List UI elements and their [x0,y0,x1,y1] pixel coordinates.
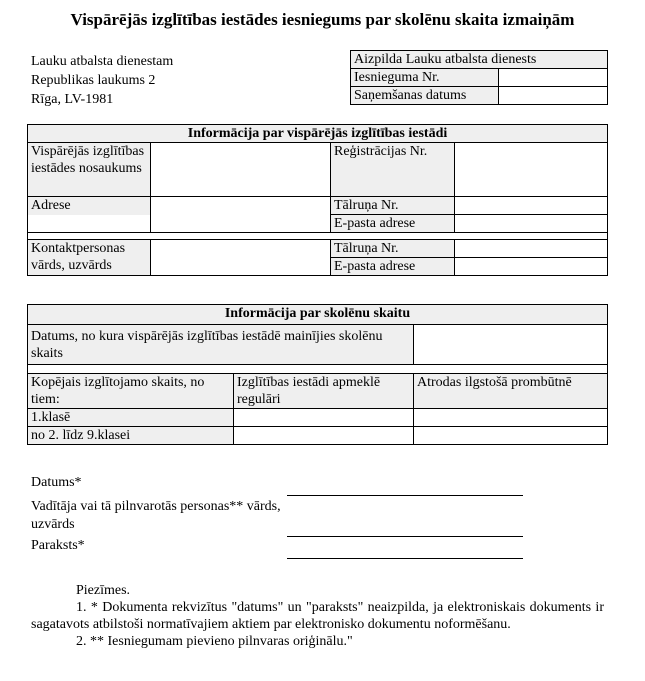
office-use-box [350,50,608,105]
application-number-field[interactable] [499,69,608,87]
pupils-section-header: Informācija par skolēnu skaitu [28,305,608,325]
page-title: Vispārējās izglītības iestādes iesniegums par skolēnu skaita izmaiņām [70,10,575,29]
contact-phone-label: Tālruņa Nr. [331,240,455,258]
recipient-line-1: Lauku atbalsta dienestam [31,54,174,69]
grade-2-9-label: no 2. līdz 9.klasei [28,427,234,445]
application-number-label: Iesnieguma Nr. [351,69,499,87]
note-1: 1. * Dokumenta rekvizītus "datums" un "paraksts" neaizpilda, ja elektroniskais dokuments ir sagatavots atbilstoši normatīvajiem aktiem par elektronisko dokumentu noformēšanu. [31,600,604,632]
office-box-header: Aizpilda Lauku atbalsta dienests [351,51,608,69]
received-date-field[interactable] [499,87,608,105]
section-spacer [28,233,608,240]
contact-phone-field[interactable] [455,240,608,258]
email-label: E-pasta adrese [331,215,455,233]
manager-label: Vadītāja vai tā pilnvarotās personas** vārds, uzvārds [31,499,281,532]
recipient-line-2: Republikas laukums 2 [31,73,156,88]
address-field[interactable] [151,197,331,233]
grade-1-regular-field[interactable] [234,409,414,427]
grade-1-label: 1.klasē [28,409,234,427]
signature-label: Paraksts* [31,538,85,553]
grade-2-9-absent-field[interactable] [414,427,608,445]
phone-label: Tālruņa Nr. [331,197,455,215]
institution-info-table [27,124,608,276]
notes-heading: Piezīmes. [76,583,131,598]
recipient-line-3: Rīga, LV-1981 [31,92,114,107]
institution-section-header: Informācija par vispārējās izglītības iestādi [28,125,608,143]
regular-attendance-header: Izglītības iestādi apmeklē regulāri [234,374,414,409]
manager-name-line[interactable] [287,536,523,537]
long-absence-header: Atrodas ilgstošā prombūtnē [414,374,608,409]
total-pupils-header: Kopējais izglītojamo skaits, no tiem: [28,374,234,409]
note-2: 2. ** Iesniegumam pievieno pilnvaras oriģinālu." [76,634,353,649]
contact-person-field[interactable] [151,240,331,276]
grade-1-absent-field[interactable] [414,409,608,427]
contact-email-field[interactable] [455,258,608,276]
pupils-info-table [27,304,608,445]
date-label: Datums* [31,475,82,490]
date-changed-label: Datums, no kura vispārējās izglītības iestādē mainījies skolēnu skaits [28,325,414,365]
registration-number-field[interactable] [455,143,608,197]
grade-2-9-regular-field[interactable] [234,427,414,445]
phone-field[interactable] [455,197,608,215]
email-field[interactable] [455,215,608,233]
section-spacer-2 [28,365,608,374]
date-changed-field[interactable] [414,325,608,365]
address-label: Adrese [28,197,150,215]
notes-block [31,582,604,650]
signature-line[interactable] [287,558,523,559]
address-label-cell [28,197,151,233]
registration-number-label: Reģistrācijas Nr. [331,143,455,197]
institution-name-label: Vispārējās izglītības iestādes nosaukums [28,143,151,197]
contact-person-label: Kontaktpersonas vārds, uzvārds [28,240,151,276]
contact-email-label: E-pasta adrese [331,258,455,276]
recipient-address [31,52,173,109]
received-date-label: Saņemšanas datums [351,87,499,105]
institution-name-field[interactable] [151,143,331,197]
date-line[interactable] [287,495,523,496]
